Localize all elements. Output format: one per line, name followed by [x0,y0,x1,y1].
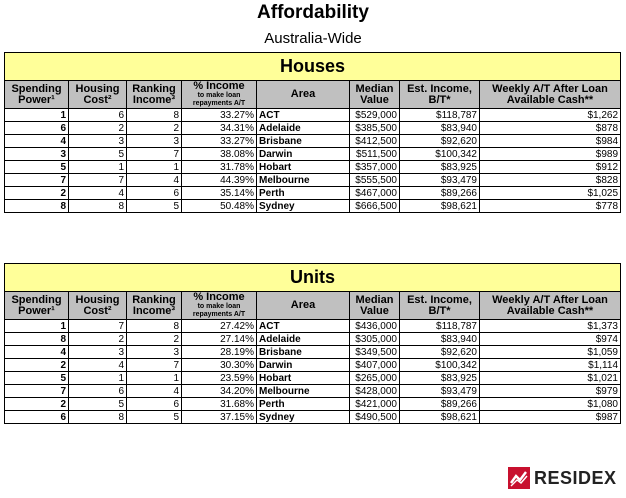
cell-est-income: $83,940 [400,333,480,346]
cell-spending-power: 4 [5,346,69,359]
cell-spending-power: 7 [5,174,69,187]
cell-percent-income: 27.42% [182,320,257,333]
cell-est-income: $118,787 [400,320,480,333]
cell-housing-cost: 2 [69,333,127,346]
cell-housing-cost: 1 [69,161,127,174]
cell-weekly-cash: $1,080 [480,398,621,411]
residex-logo-text: RESIDEX [534,468,617,488]
cell-spending-power: 6 [5,122,69,135]
cell-weekly-cash: $828 [480,174,621,187]
cell-spending-power: 2 [5,187,69,200]
cell-housing-cost: 5 [69,398,127,411]
cell-percent-income: 44.39% [182,174,257,187]
cell-area: Brisbane [257,346,350,359]
cell-est-income: $89,266 [400,187,480,200]
cell-weekly-cash: $1,114 [480,359,621,372]
cell-housing-cost: 4 [69,359,127,372]
cell-ranking-income: 7 [127,148,182,161]
cell-est-income: $93,479 [400,385,480,398]
cell-median-value: $349,500 [350,346,400,359]
cell-area: Sydney [257,411,350,424]
cell-spending-power: 2 [5,359,69,372]
table-row [5,148,621,161]
cell-percent-income: 33.27% [182,109,257,122]
cell-area: Perth [257,398,350,411]
table-row [5,359,621,372]
cell-median-value: $407,000 [350,359,400,372]
header-median-value: Median Value [350,292,400,320]
cell-ranking-income: 5 [127,200,182,213]
table-row [5,411,621,424]
cell-percent-income: 23.59% [182,372,257,385]
header-housing-cost: Housing Cost² [69,81,127,109]
header-housing-cost: Housing Cost² [69,292,127,320]
header-weekly-cash: Weekly A/T After Loan Available Cash** [480,81,621,109]
cell-housing-cost: 1 [69,372,127,385]
cell-percent-income: 31.68% [182,398,257,411]
header-spending-power: Spending Power¹ [5,81,69,109]
cell-ranking-income: 4 [127,174,182,187]
cell-ranking-income: 8 [127,109,182,122]
cell-ranking-income: 3 [127,135,182,148]
cell-ranking-income: 3 [127,346,182,359]
header-ranking-income: Ranking Income³ [127,81,182,109]
cell-housing-cost: 7 [69,174,127,187]
cell-spending-power: 1 [5,109,69,122]
houses-table [4,52,621,213]
table-row [5,122,621,135]
cell-percent-income: 35.14% [182,187,257,200]
cell-ranking-income: 1 [127,372,182,385]
cell-weekly-cash: $989 [480,148,621,161]
cell-area: Darwin [257,359,350,372]
cell-est-income: $100,342 [400,148,480,161]
cell-ranking-income: 2 [127,122,182,135]
table-row [5,398,621,411]
residex-logo-mark-icon [508,467,530,489]
cell-weekly-cash: $778 [480,200,621,213]
cell-spending-power: 5 [5,372,69,385]
cell-area: Brisbane [257,135,350,148]
cell-spending-power: 2 [5,398,69,411]
cell-percent-income: 50.48% [182,200,257,213]
cell-est-income: $92,620 [400,135,480,148]
table-row [5,200,621,213]
houses-column-headers [5,81,621,109]
header-est-income: Est. Income, B/T* [400,292,480,320]
cell-spending-power: 6 [5,411,69,424]
cell-percent-income: 34.20% [182,385,257,398]
units-column-headers [5,292,621,320]
cell-ranking-income: 5 [127,411,182,424]
cell-est-income: $83,925 [400,372,480,385]
cell-spending-power: 3 [5,148,69,161]
header-area: Area [257,81,350,109]
header-area: Area [257,292,350,320]
cell-area: ACT [257,109,350,122]
cell-est-income: $92,620 [400,346,480,359]
header-ranking-income: Ranking Income³ [127,292,182,320]
cell-weekly-cash: $1,373 [480,320,621,333]
cell-weekly-cash: $974 [480,333,621,346]
cell-area: Adelaide [257,333,350,346]
table-row [5,174,621,187]
cell-area: Adelaide [257,122,350,135]
table-row [5,161,621,174]
cell-median-value: $421,000 [350,398,400,411]
header-weekly-cash: Weekly A/T After Loan Available Cash** [480,292,621,320]
cell-percent-income: 30.30% [182,359,257,372]
cell-housing-cost: 3 [69,135,127,148]
cell-median-value: $428,000 [350,385,400,398]
cell-weekly-cash: $1,059 [480,346,621,359]
cell-spending-power: 1 [5,320,69,333]
header-spending-power: Spending Power¹ [5,292,69,320]
cell-median-value: $529,000 [350,109,400,122]
cell-median-value: $436,000 [350,320,400,333]
cell-ranking-income: 4 [127,385,182,398]
cell-median-value: $385,500 [350,122,400,135]
table-row [5,320,621,333]
cell-percent-income: 33.27% [182,135,257,148]
cell-ranking-income: 7 [127,359,182,372]
cell-weekly-cash: $979 [480,385,621,398]
cell-median-value: $412,500 [350,135,400,148]
cell-est-income: $118,787 [400,109,480,122]
table-row [5,135,621,148]
cell-spending-power: 8 [5,333,69,346]
cell-area: Sydney [257,200,350,213]
page-subtitle: Australia-Wide [264,30,362,47]
header-est-income: Est. Income, B/T* [400,81,480,109]
cell-housing-cost: 4 [69,187,127,200]
cell-area: Perth [257,187,350,200]
table-row [5,333,621,346]
cell-ranking-income: 8 [127,320,182,333]
cell-ranking-income: 1 [127,161,182,174]
cell-ranking-income: 6 [127,398,182,411]
cell-est-income: $89,266 [400,398,480,411]
cell-est-income: $100,342 [400,359,480,372]
table-row [5,372,621,385]
cell-housing-cost: 8 [69,411,127,424]
cell-percent-income: 38.08% [182,148,257,161]
table-row [5,109,621,122]
cell-median-value: $555,500 [350,174,400,187]
cell-area: Melbourne [257,174,350,187]
cell-median-value: $305,000 [350,333,400,346]
cell-weekly-cash: $1,025 [480,187,621,200]
cell-area: Hobart [257,372,350,385]
cell-est-income: $83,925 [400,161,480,174]
table-row [5,346,621,359]
cell-est-income: $98,621 [400,411,480,424]
cell-spending-power: 4 [5,135,69,148]
cell-weekly-cash: $1,262 [480,109,621,122]
cell-spending-power: 8 [5,200,69,213]
cell-est-income: $83,940 [400,122,480,135]
cell-percent-income: 27.14% [182,333,257,346]
cell-percent-income: 34.31% [182,122,257,135]
cell-housing-cost: 6 [69,385,127,398]
cell-weekly-cash: $987 [480,411,621,424]
cell-ranking-income: 2 [127,333,182,346]
cell-median-value: $357,000 [350,161,400,174]
cell-housing-cost: 2 [69,122,127,135]
cell-area: ACT [257,320,350,333]
table-row [5,187,621,200]
page-title: Affordability [257,2,369,23]
cell-spending-power: 5 [5,161,69,174]
cell-percent-income: 28.19% [182,346,257,359]
cell-median-value: $265,000 [350,372,400,385]
cell-median-value: $666,500 [350,200,400,213]
cell-housing-cost: 3 [69,346,127,359]
header-percent-income: % Income to make loan repayments A/T [182,81,257,109]
cell-median-value: $511,500 [350,148,400,161]
cell-median-value: $490,500 [350,411,400,424]
cell-percent-income: 37.15% [182,411,257,424]
houses-section-header: Houses [5,53,621,81]
cell-weekly-cash: $984 [480,135,621,148]
cell-housing-cost: 5 [69,148,127,161]
cell-housing-cost: 7 [69,320,127,333]
residex-logo [508,465,620,493]
cell-housing-cost: 6 [69,109,127,122]
cell-area: Melbourne [257,385,350,398]
cell-ranking-income: 6 [127,187,182,200]
cell-spending-power: 7 [5,385,69,398]
cell-area: Darwin [257,148,350,161]
cell-area: Hobart [257,161,350,174]
cell-median-value: $467,000 [350,187,400,200]
cell-est-income: $98,621 [400,200,480,213]
units-section-header: Units [5,264,621,292]
header-median-value: Median Value [350,81,400,109]
cell-weekly-cash: $912 [480,161,621,174]
table-row [5,385,621,398]
units-table [4,263,621,424]
cell-housing-cost: 8 [69,200,127,213]
cell-percent-income: 31.78% [182,161,257,174]
cell-weekly-cash: $1,021 [480,372,621,385]
cell-weekly-cash: $878 [480,122,621,135]
header-percent-income: % Income to make loan repayments A/T [182,292,257,320]
cell-est-income: $93,479 [400,174,480,187]
